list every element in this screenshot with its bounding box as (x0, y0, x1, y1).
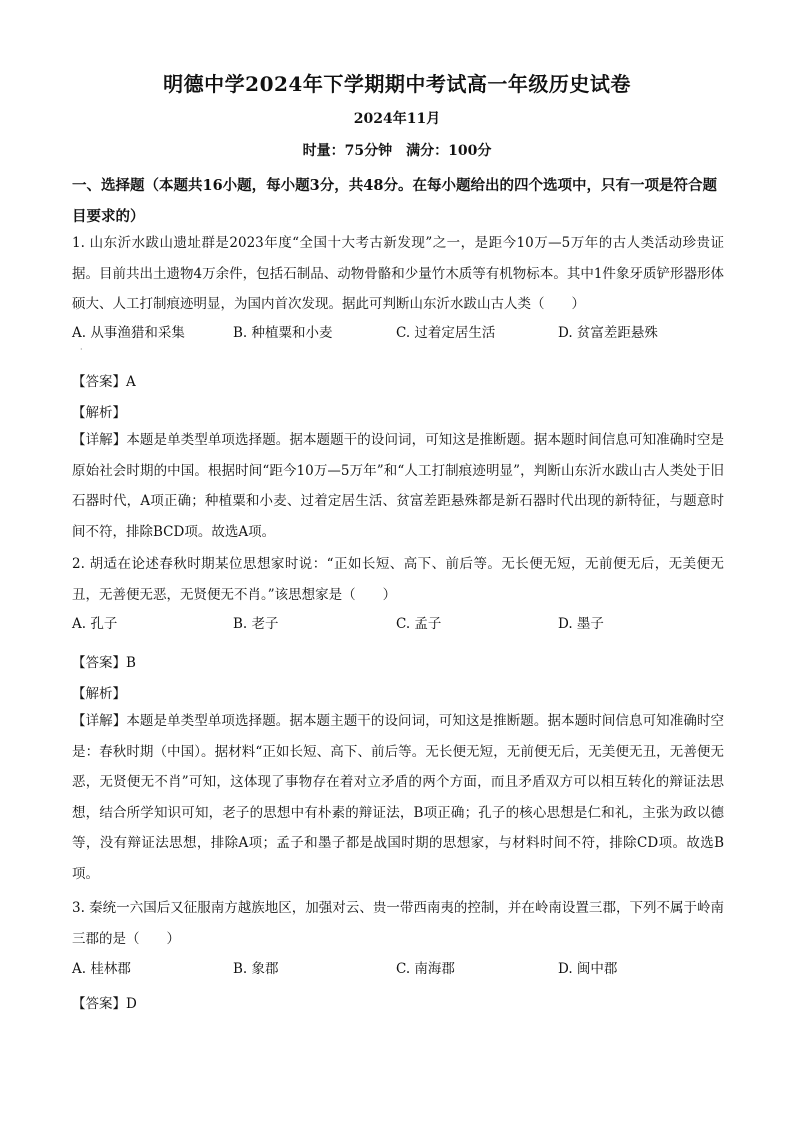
question-1-options (72, 321, 724, 351)
question-1-detail: 【详解】本题是单类型单项选择题。据本题题干的设问词，可知这是推断题。据本题时间信息可知准确时空是原始社会时期的中国。根据时间“距今10万—5万年”和“人工打制痕迹明显”，判断山东沂水跋山古人类处于旧石器时代，A项正确；种植粟和小麦、过着定居生活、贫富差距悬殊都是新石器时代出现的新特征，与题意时间不符，排除BCD项。故选A项。 (72, 432, 724, 540)
option-c: C. 南海郡 (396, 961, 455, 977)
question-2-answer: 【答案】B (72, 655, 136, 671)
question-2-options (72, 612, 724, 642)
option-a: A. 孔子 (72, 616, 118, 632)
question-1-analysis-label: 【解析】 (72, 405, 126, 421)
exam-date: 2024年11月 (353, 111, 441, 127)
section-heading: 一、选择题（本题共16小题，每小题3分，共48分。在每小题给出的四个选项中，只有一项是符合题目要求的） (72, 177, 717, 225)
question-1-stem: 1. 山东沂水跋山遗址群是2023年度“全国十大考古新发现”之一，是距今10万—5万年的古人类活动珍贵证据。目前共出土遗物4万余件，包括石制品、动物骨骼和少量竹木质等有机物标本。其中1件象牙质铲形器形体硕大、人工打制痕迹明显，为国内首次发现。据此可判断山东沂水跋山古人类（ ） (72, 235, 724, 312)
option-c: C. 孟子 (396, 616, 442, 632)
option-b: B. 种植粟和小麦 (233, 325, 333, 341)
exam-title: 明德中学2024年下学期期中考试高一年级历史试卷 (163, 72, 631, 96)
question-3-stem: 3. 秦统一六国后又征服南方越族地区，加强对云、贵一带西南夷的控制，并在岭南设置三郡，下列不属于岭南三郡的是（ ） (72, 900, 724, 947)
question-2-stem: 2. 胡适在论述春秋时期某位思想家时说：“正如长短、高下、前后等。无长便无短，无前便无后，无美便无丑，无善便无恶，无贤便无不肖。”该思想家是（ ） (72, 556, 724, 603)
question-2-detail: 【详解】本题是单类型单项选择题。据本题主题干的设问词，可知这是推断题。据本题时间信息可知准确时空是：春秋时期（中国）。据材料“正如长短、高下、前后等。无长便无短，无前便无后，无美便无丑，无善便无恶，无贤便无不肖”可知，这体现了事物存在着对立矛盾的两个方面，而且矛盾双方可以相互转化的辩证法思想，结合所学知识可知，老子的思想中有朴素的辩证法，B项正确；孔子的核心思想是仁和礼，主张为政以德等，没有辩证法思想，排除A项；孟子和墨子都是战国时期的思想家，与材料时间不符，排除CD项。故选B项。 (72, 713, 724, 882)
question-2-analysis-label: 【解析】 (72, 686, 126, 702)
question-1-answer: 【答案】A (72, 374, 136, 390)
option-d: D. 贫富差距悬殊 (558, 325, 658, 341)
exam-time-info: 时量：75分钟 满分：100分 (302, 143, 492, 159)
option-a: A. 桂林郡 (72, 961, 131, 977)
bullet-dot: · (80, 345, 83, 354)
option-c: C. 过着定居生活 (396, 325, 496, 341)
option-a: A. 从事渔猎和采集 (72, 325, 185, 341)
question-3-options (72, 957, 724, 987)
option-d: D. 闽中郡 (558, 961, 618, 977)
question-3-answer: 【答案】D (72, 996, 137, 1012)
option-b: B. 老子 (233, 616, 279, 632)
option-b: B. 象郡 (233, 961, 279, 977)
option-d: D. 墨子 (558, 616, 604, 632)
